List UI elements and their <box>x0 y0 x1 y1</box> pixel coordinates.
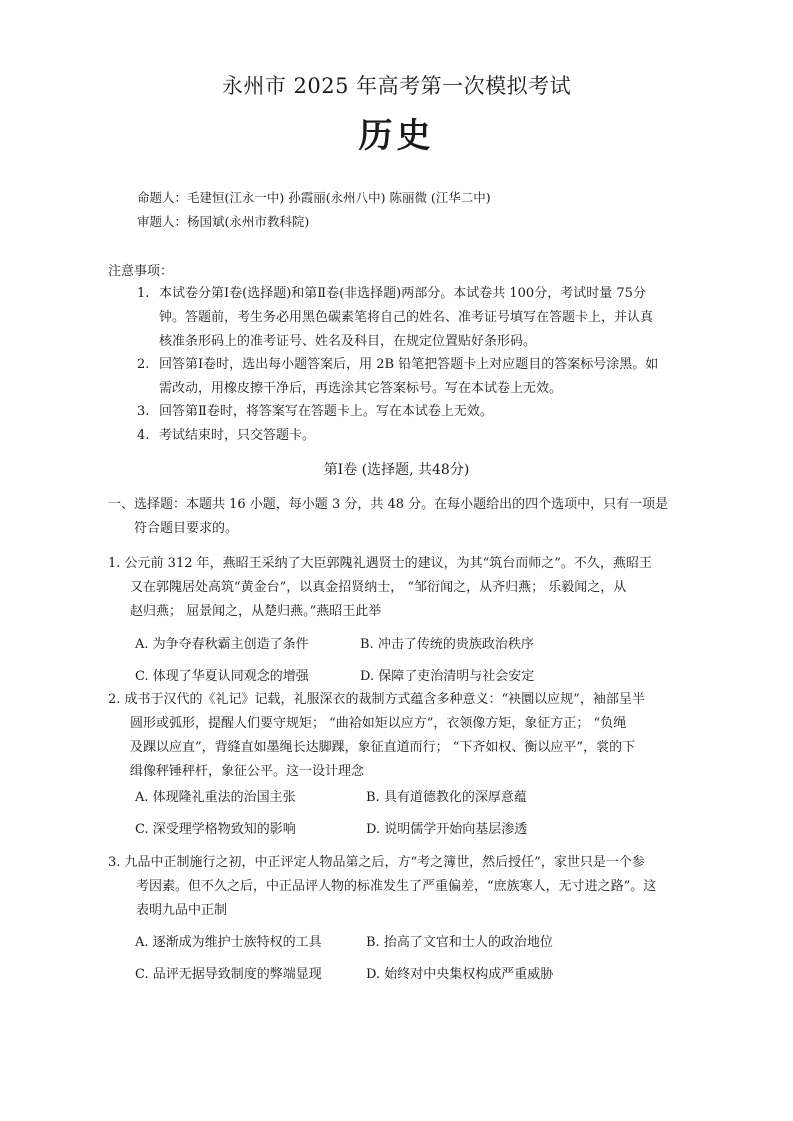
setters-line: 命题人：毛建恒(江永一中) 孙霞丽(永州八中) 陈丽微 (江华二中) <box>137 190 491 205</box>
instruction-line: 一、选择题：本题共 16 小题，每小题 3 分，共 48 分。在每小题给出的四个选项中，只有一项是 <box>108 497 669 512</box>
question-2-option-a[interactable]: A. 体现隆礼重法的治国主张 <box>135 790 296 805</box>
instruction-line: 符合题目要求的。 <box>134 521 239 536</box>
note-line: 钟。答题前，考生务必用黑色碳素笔将自己的姓名、准考证号填写在答题卡上，并认真 <box>159 310 654 325</box>
question-line: 又在郭隗居处高筑“黄金台”，以真金招贤纳士， “邹衍闻之，从齐归燕； 乐毅闻之，从 <box>130 580 627 595</box>
note-item <box>137 353 658 401</box>
note-item <box>137 424 315 448</box>
question-3-option-b[interactable]: B. 抬高了文官和士人的政治地位 <box>366 935 553 950</box>
question-1-option-d[interactable]: D. 保障了吏治清明与社会安定 <box>360 669 535 684</box>
exam-title: 永州市 2025 年高考第一次模拟考试 <box>221 74 572 98</box>
question-2-option-b[interactable]: B. 具有道德教化的深厚意蕴 <box>366 790 527 805</box>
note-line: 回答第Ⅰ卷时，选出每小题答案后，用 2B 铅笔把答题卡上对应题目的答案标号涂黑。如 <box>159 357 659 372</box>
note-number: 2. <box>137 357 150 372</box>
note-number: 4. <box>137 428 150 443</box>
question-3-stem <box>108 851 656 923</box>
question-line: 1. 公元前 312 年，燕昭王采纳了大臣郭隗礼遇贤士的建议，为其“筑台而师之”。不久，燕昭王 <box>108 556 652 571</box>
question-line: 及踝以应直”，背缝直如墨绳长达脚踝，象征直道而行； “下齐如权、衡以应平”，裳的下 <box>130 740 636 755</box>
question-line: 考因素。但不久之后，中正品评人物的标准发生了严重偏差，“庶族寒人，无寸进之路”。这 <box>136 879 657 894</box>
section-instructions <box>108 493 668 541</box>
notes-heading: 注意事项： <box>108 264 174 279</box>
question-2-option-c[interactable]: C. 深受理学格物致知的影响 <box>135 822 296 837</box>
reviewer-line: 审题人：杨国斌(永州市教科院) <box>137 214 310 229</box>
question-1-stem <box>108 552 652 624</box>
question-3-option-d[interactable]: D. 始终对中央集权构成严重威胁 <box>366 967 554 982</box>
question-1-option-a[interactable]: A. 为争夺春秋霸主创造了条件 <box>135 637 309 652</box>
note-line: 本试卷分第Ⅰ卷(选择题)和第Ⅱ卷(非选择题)两部分。本试卷共 100分，考试时量 75分 <box>159 286 646 301</box>
part-one-title: 第Ⅰ卷 (选择题, 共48分) <box>323 462 470 478</box>
question-1-option-c[interactable]: C. 体现了华夏认同观念的增强 <box>135 669 309 684</box>
note-line: 核准条形码上的准考证号、姓名及科目，在规定位置贴好条形码。 <box>159 334 537 349</box>
question-3-option-c[interactable]: C. 品评无据导致制度的弊端显现 <box>135 967 322 982</box>
question-line: 缉像秤锤秤杆，象征公平。这一设计理念 <box>130 764 365 779</box>
question-line: 赵归燕； 屈景闻之，从楚归燕。”燕昭王此举 <box>130 604 382 619</box>
note-number: 3. <box>137 404 150 419</box>
note-item <box>137 282 653 354</box>
note-line: 回答第Ⅱ卷时，将答案写在答题卡上。写在本试卷上无效。 <box>159 404 493 419</box>
question-line: 表明九品中正制 <box>136 903 228 918</box>
note-number: 1. <box>137 286 150 301</box>
question-3-option-a[interactable]: A. 逐渐成为维护士族特权的工具 <box>135 935 322 950</box>
question-1-option-b[interactable]: B. 冲击了传统的贵族政治秩序 <box>360 637 534 652</box>
note-line: 需改动，用橡皮擦干净后，再选涂其它答案标号。写在本试卷上无效。 <box>159 381 563 396</box>
note-line: 考试结束时，只交答题卡。 <box>159 428 316 443</box>
note-item <box>137 400 493 424</box>
question-2-stem <box>108 688 645 784</box>
question-line: 2. 成书于汉代的《礼记》记载，礼服深衣的裁制方式蕴含多种意义：“袂圜以应规”，袖部呈半 <box>108 692 645 707</box>
question-2-option-d[interactable]: D. 说明儒学开始向基层渗透 <box>366 822 528 837</box>
question-line: 圆形或弧形，提醒人们要守规矩； “曲袷如矩以应方”，衣领像方矩，象征方正； “负绳 <box>130 716 627 731</box>
question-line: 3. 九品中正制施行之初，中正评定人物品第之后，方“考之簿世，然后授任”，家世只是一个参 <box>108 855 645 870</box>
subject-title: 历史 <box>358 116 435 156</box>
